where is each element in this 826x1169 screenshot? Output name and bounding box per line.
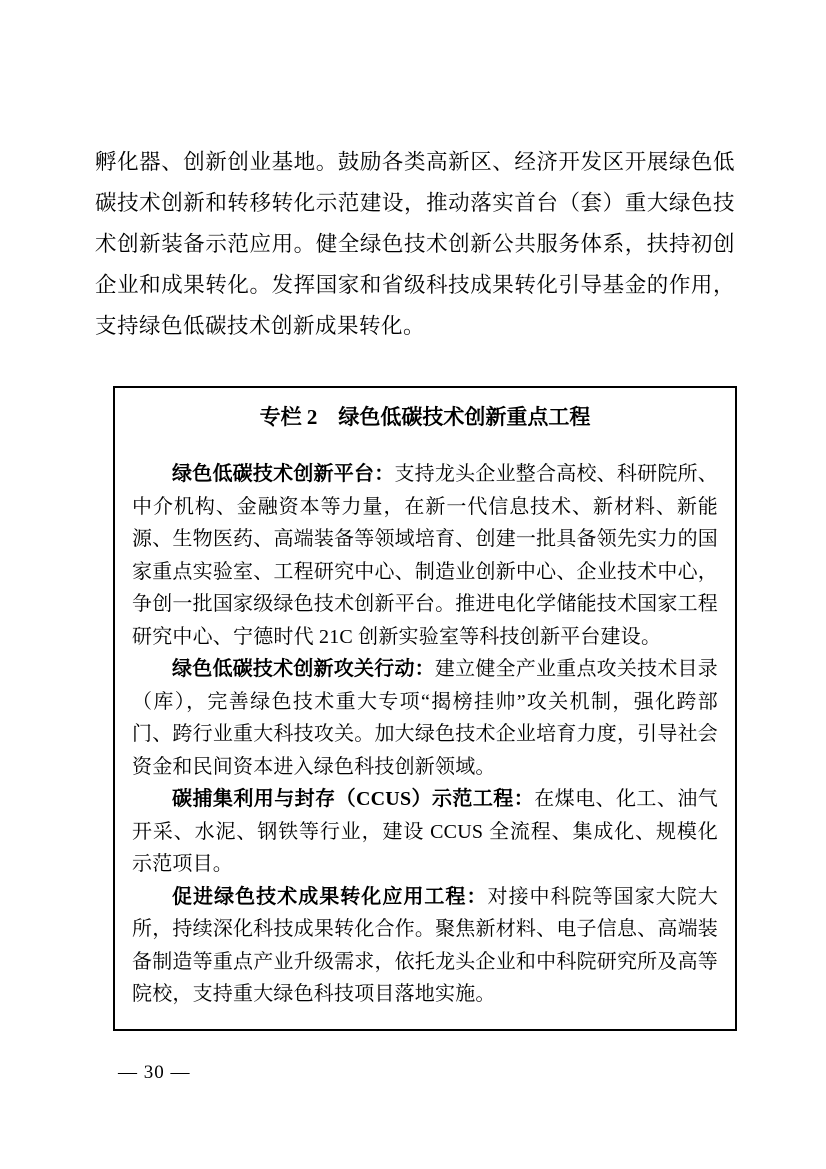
box-paragraph-lead: 绿色低碳技术创新攻关行动： — [172, 658, 435, 680]
box-paragraph-lead: 绿色低碳技术创新平台： — [172, 463, 395, 485]
box-paragraph-lead: 促进绿色技术成果转化应用工程： — [172, 885, 488, 908]
feature-box — [113, 386, 737, 1031]
box-paragraph-text: 对接中科院等国家大院大所，持续深化科技成果转化合作。聚焦新材料、电子信息、高端装备制造等重点产业升级需求，依托龙头企业和中科院研究所及高等院校，支持重大绿色科技项目落地实施。 — [132, 885, 719, 1005]
box-paragraph-lead: 碳捕集利用与封存（CCUS）示范工程： — [172, 788, 535, 810]
box-paragraph — [132, 458, 718, 653]
box-paragraph-text: 支持龙头企业整合高校、科研院所、中介机构、金融资本等力量，在新一代信息技术、新材料、新能源、生物医药、高端装备等领域培育、创建一批具备领先实力的国家重点实验室、工程研究中心、制造业创新中心、企业技术中心，争创一批国家级绿色技术创新平台。推进电化学储能技术国家工程研究中心、宁德时代 21C 创新实验室等科技创新平台建设。 — [132, 463, 718, 648]
body-paragraph: 孵化器、创新创业基地。鼓励各类高新区、经济开发区开展绿色低碳技术创新和转移转化示范建设，推动落实首台（套）重大绿色技术创新装备示范应用。健全绿色技术创新公共服务体系，扶持初创企业和成果转化。发挥国家和省级科技成果转化引导基金的作用，支持绿色低碳技术创新成果转化。 — [95, 150, 735, 338]
box-paragraph-text: 在煤电、化工、油气开采、水泥、钢铁等行业，建设 CCUS 全流程、集成化、规模化示范项目。 — [132, 788, 718, 875]
page-number: — 30 — — [118, 1062, 191, 1083]
box-paragraph — [132, 881, 718, 1011]
box-paragraph — [132, 653, 718, 783]
box-paragraph — [132, 783, 718, 881]
box-title: 专栏 2 绿色低碳技术创新重点工程 — [259, 405, 591, 429]
box-paragraph-text: 建立健全产业重点攻关技术目录（库），完善绿色技术重大专项“揭榜挂帅”攻关机制，强化跨部门、跨行业重大科技攻关。加大绿色技术企业培育力度，引导社会资金和民间资本进入绿色科技创新领域。 — [132, 658, 718, 778]
